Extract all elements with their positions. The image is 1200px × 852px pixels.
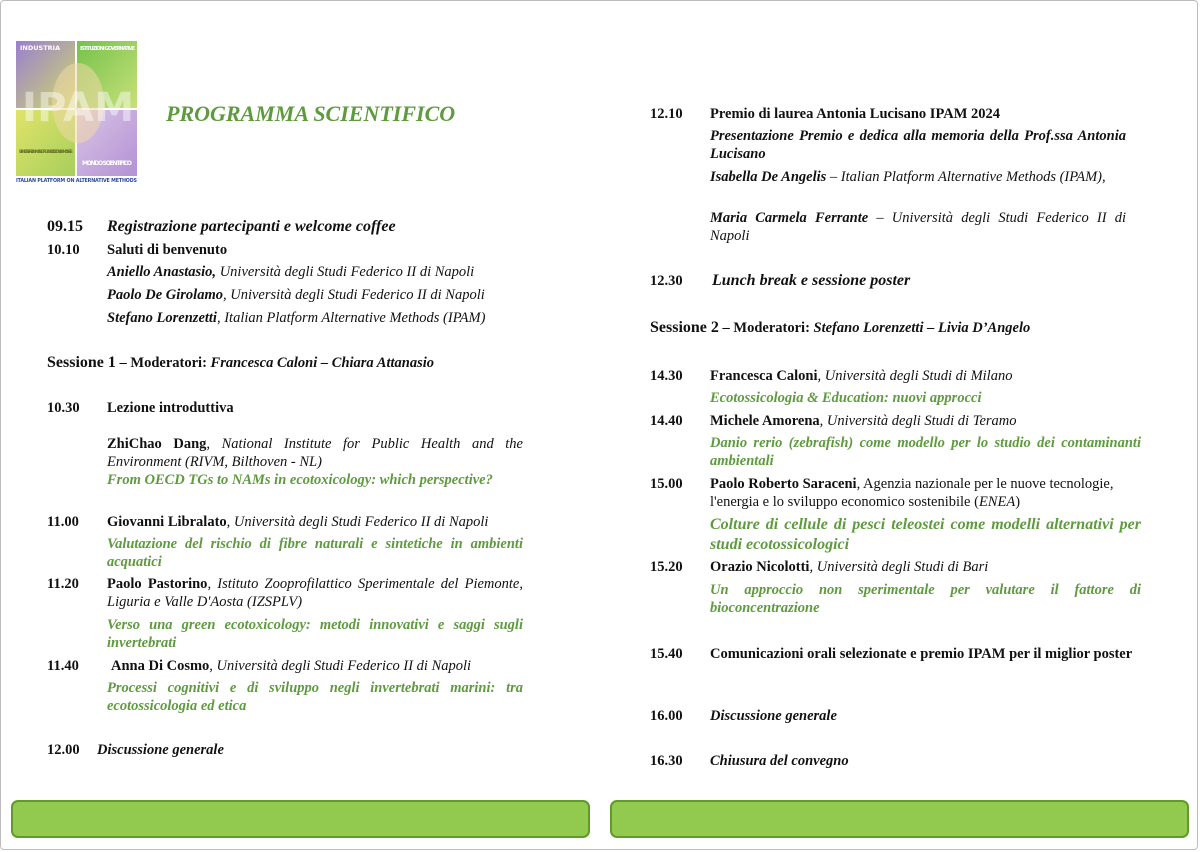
- speaker-nicolotti: [710, 558, 988, 576]
- speaker-name: Francesca Caloni: [710, 368, 818, 384]
- event-registration: Registrazione partecipanti e welcome coffee: [107, 218, 396, 235]
- session-2-header: [650, 319, 1030, 337]
- time-1540: 15.40: [650, 646, 683, 662]
- speaker-name: Aniello Anastasio,: [107, 264, 217, 280]
- speaker-affiliation: Università degli Studi Federico II di Napoli: [216, 264, 475, 280]
- speaker-dang: [107, 435, 523, 471]
- speaker-name: Paolo Roberto Saraceni: [710, 476, 857, 492]
- speaker-name: Paolo De Girolamo: [107, 287, 223, 303]
- talk-di-cosmo: Processi cognitivi e di sviluppo negli invertebrati marini: tra ecotossicologia ed etica: [107, 680, 523, 714]
- speaker-affiliation: , Università degli Studi di Bari: [809, 559, 989, 575]
- logo-caption: ITALIAN PLATFORM ON ALTERNATIVE METHODS: [16, 179, 137, 184]
- time-1430: 14.30: [650, 368, 683, 384]
- speaker-name: Maria Carmela Ferrante: [710, 210, 869, 226]
- logo-quadrant-2: ISTITUZIONI GOVERNATIVE: [80, 46, 135, 52]
- speaker-de-angelis: [710, 168, 1126, 186]
- time-1120: 11.20: [47, 576, 79, 592]
- speaker-affiliation: , Italian Platform Alternative Methods (IPAM): [216, 310, 486, 326]
- logo-quadrant-3: BENESSERE ANIMALE ORGANIZZAZIONI ANIMALISTE: [19, 150, 74, 155]
- logo-quadrant-4: MONDO SCIENTIFICO: [82, 160, 132, 167]
- time-1500: 15.00: [650, 476, 683, 492]
- event-welcome: Saluti di benvenuto: [107, 242, 228, 258]
- talk-nicolotti: Un approccio non sperimentale per valutare il fattore di bioconcentrazione: [710, 582, 1141, 616]
- session-1-header: [47, 354, 434, 372]
- speaker-saraceni: [710, 475, 1150, 511]
- speaker-anastasio: [107, 263, 474, 281]
- speaker-affiliation: , Università degli Studi di Teramo: [819, 413, 1017, 429]
- time-1210: 12.10: [650, 106, 683, 122]
- speaker-amorena: [710, 412, 1017, 430]
- talk-saraceni: Colture di cellule di pesci teleostei come modelli alternativi per studi ecotossicologici: [710, 516, 1141, 553]
- session-label: Sessione 2: [650, 319, 719, 336]
- speaker-affiliation-close: ): [1015, 494, 1021, 510]
- event-discussion-1200: Discussione generale: [97, 742, 224, 758]
- time-1440: 14.40: [650, 413, 683, 429]
- speaker-affiliation: – Università degli Studi Federico II di Napoli: [710, 210, 1126, 244]
- speaker-name: Michele Amorena: [710, 413, 820, 429]
- time-1010: 10.10: [47, 242, 80, 258]
- ipam-logo-graphic: [16, 41, 137, 184]
- speaker-affiliation: – Italian Platform Alternative Methods (IPAM),: [826, 169, 1106, 185]
- speaker-affiliation: , Agenzia nazionale per le nuove tecnologie, l'energia e lo sviluppo economico sostenibile (: [710, 476, 1114, 510]
- time-0915: 09.15: [47, 218, 83, 235]
- speaker-de-girolamo: [107, 286, 485, 304]
- speaker-affiliation: , Università degli Studi di Milano: [817, 368, 1013, 384]
- session-label: Sessione 1: [47, 354, 116, 371]
- speaker-affiliation: , National Institute for Public Health and the Environment (RIVM, Bilthoven - NL): [107, 436, 523, 470]
- premio-subtitle: Presentazione Premio e dedica alla memoria della Prof.ssa Antonia Lucisano: [710, 128, 1126, 162]
- speaker-name: Stefano Lorenzetti: [107, 310, 217, 326]
- speaker-di-cosmo: [111, 657, 527, 675]
- speaker-name: Orazio Nicolotti: [710, 559, 810, 575]
- ipam-logo: [16, 41, 137, 184]
- event-comunicazioni: Comunicazioni orali selezionate e premio IPAM per il miglior poster: [710, 646, 1133, 662]
- time-1630: 16.30: [650, 753, 683, 769]
- time-1520: 15.20: [650, 559, 683, 575]
- event-lunch: Lunch break e sessione poster: [712, 272, 911, 289]
- speaker-affiliation: , Università degli Studi Federico II di Napoli: [223, 287, 485, 303]
- speaker-affiliation-acronym: ENEA: [978, 494, 1016, 510]
- time-1230: 12.30: [650, 273, 683, 289]
- speaker-affiliation: , Università degli Studi Federico II di Napoli: [209, 658, 472, 674]
- footer-bar-right: [610, 800, 1189, 838]
- session-moderators: Stefano Lorenzetti – Livia D’Angelo: [813, 320, 1031, 336]
- time-1030: 10.30: [47, 400, 80, 416]
- time-1140: 11.40: [47, 658, 79, 674]
- speaker-lorenzetti: [107, 309, 485, 327]
- page-title: PROGRAMMA SCIENTIFICO: [166, 101, 456, 126]
- session-dash: – Moderatori:: [718, 320, 814, 336]
- talk-libralato: Valutazione del rischio di fibre naturali e sintetiche in ambienti acquatici: [107, 536, 523, 570]
- speaker-pastorino: [107, 575, 523, 611]
- speaker-ferrante: [710, 209, 1126, 245]
- speaker-name: Paolo Pastorino: [107, 576, 208, 592]
- event-premio: Premio di laurea Antonia Lucisano IPAM 2024: [710, 106, 1001, 122]
- speaker-name: Giovanni Libralato: [107, 514, 227, 530]
- logo-quadrant-1: INDUSTRIA: [20, 44, 61, 52]
- talk-amorena: Danio rerio (zebrafish) come modello per lo studio dei contaminanti ambientali: [710, 435, 1141, 469]
- time-1200: 12.00: [47, 742, 80, 758]
- talk-pastorino: Verso una green ecotoxicology: metodi innovativi e saggi sugli invertebrati: [107, 617, 523, 651]
- time-1600: 16.00: [650, 708, 683, 724]
- talk-dang: From OECD TGs to NAMs in ecotoxicology: which perspective?: [107, 472, 493, 488]
- time-1100: 11.00: [47, 514, 79, 530]
- session-dash: – Moderatori:: [115, 355, 211, 371]
- speaker-caloni: [710, 367, 1012, 385]
- logo-letters: IPAM: [22, 85, 134, 131]
- speaker-libralato: [107, 513, 527, 531]
- speaker-name: ZhiChao Dang: [107, 436, 207, 452]
- talk-caloni: Ecotossicologia & Education: nuovi approcci: [710, 390, 982, 406]
- footer-bar-left: [11, 800, 590, 838]
- session-moderators: Francesca Caloni – Chiara Attanasio: [210, 355, 434, 371]
- speaker-name: Anna Di Cosmo: [111, 658, 210, 674]
- speaker-affiliation: , Istituto Zooprofilattico Sperimentale del Piemonte, Liguria e Valle D'Aosta (IZSPLV): [107, 576, 523, 610]
- event-intro-lecture: Lezione introduttiva: [107, 400, 234, 416]
- event-closing: Chiusura del convegno: [710, 753, 849, 769]
- event-discussion-1600: Discussione generale: [710, 708, 837, 724]
- speaker-name: Isabella De Angelis: [710, 169, 827, 185]
- speaker-affiliation: , Università degli Studi Federico II di Napoli: [226, 514, 489, 530]
